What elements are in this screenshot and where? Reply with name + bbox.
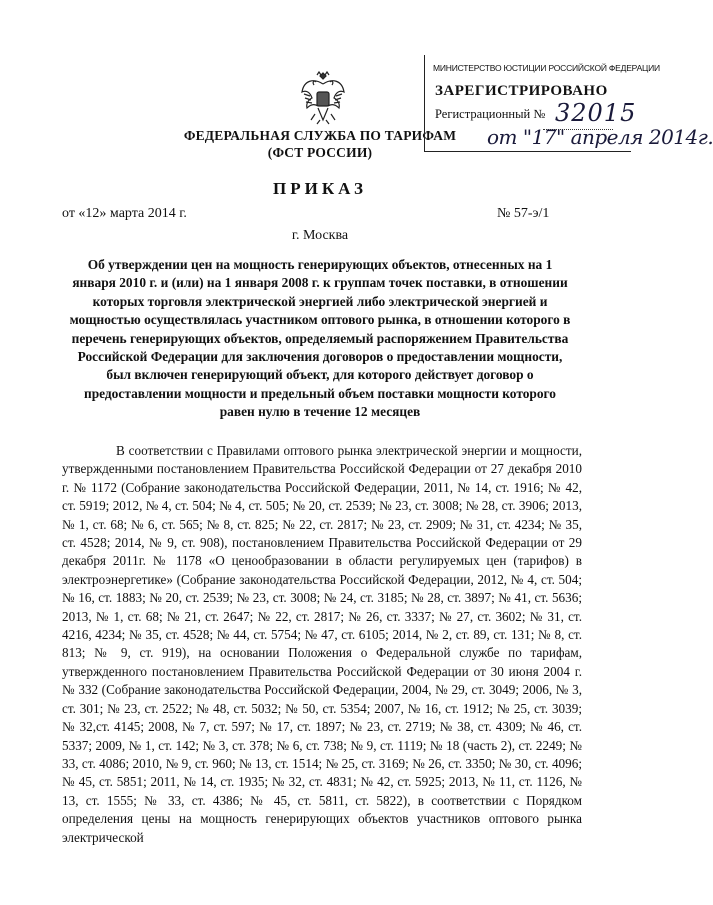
agency-abbreviation: (ФСТ РОССИИ) bbox=[267, 145, 373, 160]
registration-stamp bbox=[424, 55, 713, 152]
stamp-registered-label: ЗАРЕГИСТРИРОВАНО bbox=[435, 83, 608, 99]
document-city: г. Москва bbox=[291, 228, 349, 243]
agency-name: ФЕДЕРАЛЬНАЯ СЛУЖБА ПО ТАРИФАМ bbox=[183, 128, 457, 143]
coat-of-arms-emblem bbox=[300, 70, 346, 126]
document-subject: Об утверждении цен на мощность генерирующих объектов, отнесенных на 1 января 2010 г. и (или) на 1 января 2008 г. к группам точек поставки, в отношении которых торговля электрической энергией либо электрической энергией и мощностью осуществлялась участником оптового рынка, в отношении которого в перечень генерирующих объектов, определяемый распоряжением Правительства Российской Федерации для заключения договоров о предоставлении мощности, был включен генерирующий объект, для которого действует договор о предоставлении мощности и предельный объем поставки мощности которого равен нулю в течение 12 месяцев bbox=[69, 257, 571, 420]
document-date: от «12» марта 2014 г. bbox=[62, 206, 187, 221]
document-number: № 57-э/1 bbox=[497, 206, 550, 221]
stamp-registration-label: Регистрационный № bbox=[435, 107, 546, 121]
stamp-registration-date: от "17" апреля 2014г. bbox=[487, 125, 713, 149]
document-title: ПРИКАЗ bbox=[273, 179, 367, 198]
document-body: В соответствии с Правилами оптового рынка электрической энергии и мощности, утвержденными постановлением Правительства Российской Федерации от 27 декабря 2010 г. № 1172 (Собрание законодательства Российской Федерации, 2011, № 14, ст. 1916; № 42, ст. 5919; 2012, № 4, ст. 504; № 4, ст. 505; № 20, ст. 2539; № 23, ст. 3008; № 28, ст. 3906; 2013, № 1, ст. 68; № 6, ст. 565; № 8, ст. 825; № 22, ст. 2817; № 23, ст. 2909; № 31, ст. 4234; № 35, ст. 4528; 2014, № 9, ст. 908), постановлением Правительства Российской Федерации от 29 декабря 2011г. № 1178 «О ценообразовании в области регулируемых цен (тарифов) в электроэнергетике» (Собрание законодательства Российской Федерации, 2012, № 4, ст. 504; № 16, ст. 1883; № 20, ст. 2539; № 23, ст. 3008; № 24, ст. 3185; № 28, ст. 3897; № 41, ст. 5636; 2013, № 1, ст. 68; № 21, ст. 2647; № 22, ст. 2817; № 26, ст. 3337; № 27, ст. 3602; № 31, ст. 4216, 4234; № 35, ст. 4528; № 44, ст. 5754; № 47, ст. 6105; 2014, № 2, ст. 89, ст. 131; № 8, ст. 813; № 9, ст. 919), на основании Положения о Федеральной службе по тарифам, утвержденного постановлением Правительства Российской Федерации от 30 июня 2004 г. № 332 (Собрание законодательства Российской Федерации, 2004, № 29, ст. 3049; 2006, № 3, ст. 301; № 23, ст. 2522; № 48, ст. 5032; № 50, ст. 5354; 2007, № 16, ст. 1912; № 25, ст. 3039; № 32,ст. 4145; 2008, № 7, ст. 597; № 17, ст. 1897; № 23, ст. 2719; № 38, ст. 4309; № 46, ст. 5337; 2009, № 1, ст. 142; № 3, ст. 378; № 6, ст. 738; № 9, ст. 1119; № 18 (часть 2), ст. 2249; № 33, ст. 4086; 2010, № 9, ст. 960; № 13, ст. 1514; № 25, ст. 3169; № 26, ст. 3350; № 30, ст. 4096; № 45, ст. 5851; 2011, № 14, ст. 1935; № 32, ст. 4831; № 42, ст. 5925; 2013, № 11, ст. 1126, № 13, ст. 1555; № 33, ст. 4386; № 45, ст. 5811, ст. 5822), в соответствии с Порядком определения цены на мощность генерирующих объектов участников оптового рынка электрической bbox=[62, 443, 582, 845]
stamp-registration-number: 32015 bbox=[555, 99, 637, 127]
stamp-ministry: МИНИСТЕРСТВО ЮСТИЦИИ РОССИЙСКОЙ ФЕДЕРАЦИИ bbox=[433, 63, 660, 73]
